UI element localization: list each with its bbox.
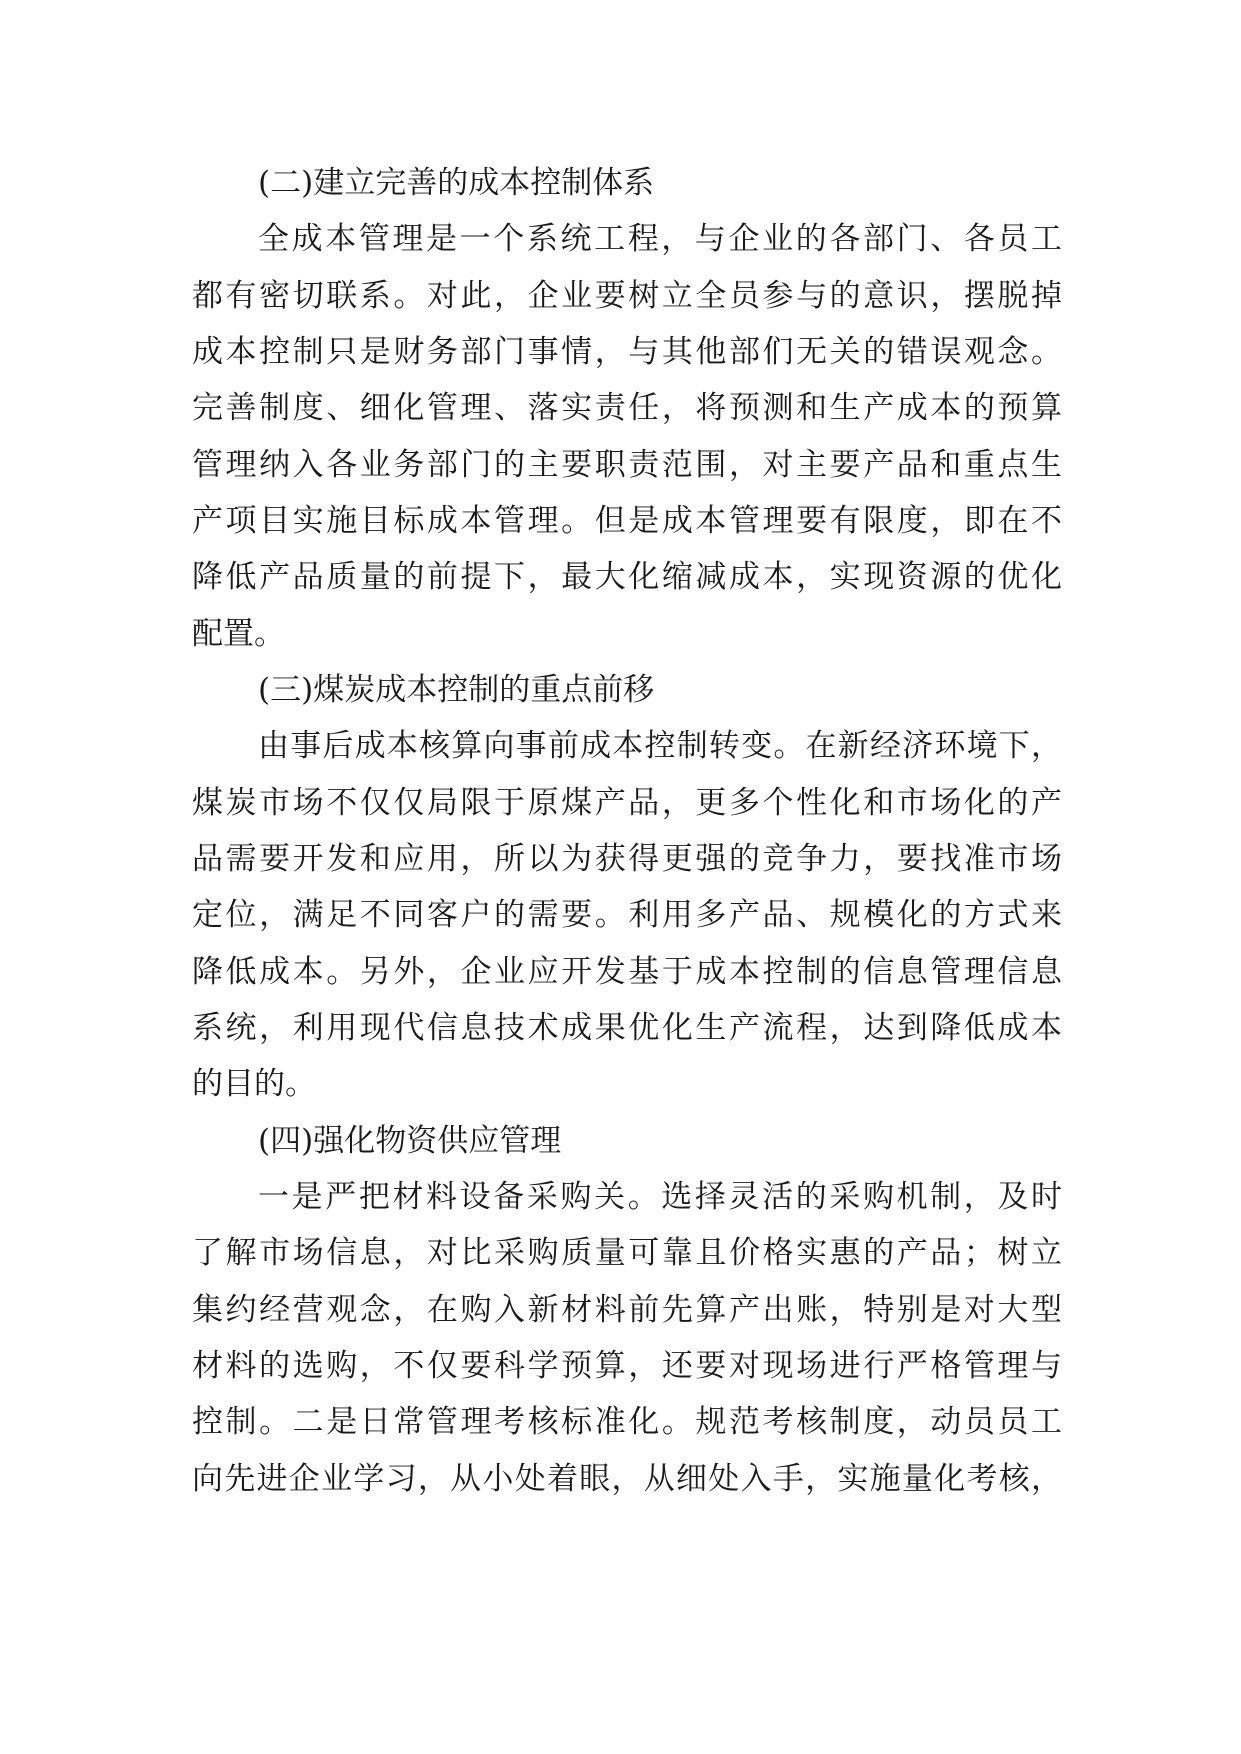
paragraph-line: 完善制度、细化管理、落实责任，将预测和生产成本的预算 [192, 390, 1062, 426]
paragraph-line: 材料的选购，不仅要科学预算，还要对现场进行严格管理与 [192, 1348, 1062, 1384]
section-heading-4: (四)强化物资供应管理 [258, 1123, 562, 1159]
section-heading-3: (三)煤炭成本控制的重点前移 [258, 672, 655, 708]
paragraph-line: 系统，利用现代信息技术成果优化生产流程，达到降低成本 [192, 1010, 1062, 1046]
paragraph-line: 定位，满足不同客户的需要。利用多产品、规模化的方式来 [192, 897, 1062, 933]
paragraph-line: 降低产品质量的前提下，最大化缩减成本，实现资源的优化 [192, 559, 1062, 595]
paragraph-line: 的目的。 [192, 1066, 316, 1102]
section-heading-2: (二)建立完善的成本控制体系 [258, 165, 655, 201]
paragraph-line: 由事后成本核算向事前成本控制转变。在新经济环境下， [258, 728, 1062, 764]
paragraph-line: 产项目实施目标成本管理。但是成本管理要有限度，即在不 [192, 503, 1062, 539]
paragraph-line: 全成本管理是一个系统工程，与企业的各部门、各员工 [258, 221, 1062, 257]
paragraph-line: 煤炭市场不仅仅局限于原煤产品，更多个性化和市场化的产 [192, 785, 1062, 821]
paragraph-line: 了解市场信息，对比采购质量可靠且价格实惠的产品；树立 [192, 1235, 1062, 1271]
paragraph-line: 都有密切联系。对此，企业要树立全员参与的意识，摆脱掉 [192, 278, 1062, 314]
paragraph-line: 向先进企业学习，从小处着眼，从细处入手，实施量化考核， [192, 1461, 1062, 1497]
paragraph-line: 配置。 [192, 616, 285, 652]
paragraph-line: 集约经营观念，在购入新材料前先算产出账，特别是对大型 [192, 1292, 1062, 1328]
paragraph-line: 降低成本。另外，企业应开发基于成本控制的信息管理信息 [192, 954, 1062, 990]
paragraph-line: 管理纳入各业务部门的主要职责范围，对主要产品和重点生 [192, 447, 1062, 483]
paragraph-line: 成本控制只是财务部门事情，与其他部们无关的错误观念。 [192, 334, 1062, 370]
paragraph-line: 控制。二是日常管理考核标准化。规范考核制度，动员员工 [192, 1404, 1062, 1440]
paragraph-line: 品需要开发和应用，所以为获得更强的竞争力，要找准市场 [192, 841, 1062, 877]
paragraph-line: 一是严把材料设备采购关。选择灵活的采购机制，及时 [258, 1179, 1062, 1215]
